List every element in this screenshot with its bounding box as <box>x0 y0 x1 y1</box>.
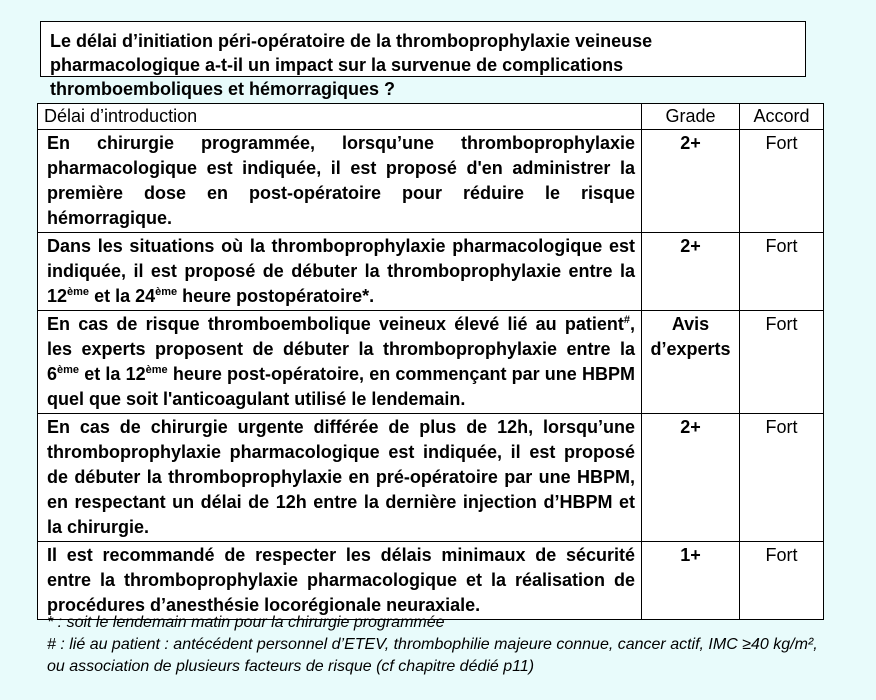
accord-cell: Fort <box>740 414 824 542</box>
recommendation-text: Il est recommandé de respecter les délais minimaux de sécurité entre la thromboprophylaxie pharmacologique et la réalisation de procédures d’anesthésie locorégionale neuraxiale. <box>38 542 642 620</box>
recommendation-text: En chirurgie programmée, lorsqu’une thromboprophylaxie pharmacologique est indiquée, il est proposé d'en administrer la première dose en post-opératoire pour réduire le risque hémorragique. <box>38 130 642 233</box>
table-row <box>38 130 824 233</box>
recommendations-table <box>37 103 824 620</box>
footnote-hash: # : lié au patient : antécédent personnel d’ETEV, thrombophilie majeure connue, cancer actif, IMC ≥40 kg/m², ou association de plusieurs facteurs de risque (cf chapitre dédié p11) <box>47 636 818 675</box>
accord-cell: Fort <box>740 233 824 311</box>
accord-cell: Fort <box>740 311 824 414</box>
grade-cell: 2+ <box>642 130 740 233</box>
header-delai: Délai d’introduction <box>38 104 642 130</box>
recommendation-text: En cas de chirurgie urgente différée de plus de 12h, lorsqu’une thromboprophylaxie pharmacologique est indiquée, il est proposé de débuter la thromboprophylaxie en pré-opératoire par une HBPM, en respectant un délai de 12h entre la dernière injection d’HBPM et la chirurgie. <box>38 414 642 542</box>
grade-cell: 2+ <box>642 414 740 542</box>
recommendation-text: En cas de risque thromboembolique veineux élevé lié au patient#, les experts proposent de débuter la thromboprophylaxie entre la 6ème et la 12ème heure post-opératoire, en commençant par une HBPM quel que soit l'anticoagulant utilisé le lendemain. <box>38 311 642 414</box>
footnotes <box>47 612 837 678</box>
grade-cell: 1+ <box>642 542 740 620</box>
grade-cell: Avis d’experts <box>642 311 740 414</box>
footnote-asterisk: * : soit le lendemain matin pour la chirurgie programmée <box>47 614 445 631</box>
accord-cell: Fort <box>740 130 824 233</box>
grade-cell: 2+ <box>642 233 740 311</box>
table-row <box>38 542 824 620</box>
question-box <box>40 21 806 99</box>
question-text: Le délai d’initiation péri-opératoire de la thromboprophylaxie veineuse pharmacologique a-t-il un impact sur la survenue de complications thromboemboliques et hémorragiques ? <box>50 31 653 99</box>
accord-cell: Fort <box>740 542 824 620</box>
table-row <box>38 414 824 542</box>
table-header-row <box>38 104 824 130</box>
table-row <box>38 233 824 311</box>
header-accord: Accord <box>740 104 824 130</box>
header-grade: Grade <box>642 104 740 130</box>
table-row <box>38 311 824 414</box>
recommendation-text: Dans les situations où la thromboprophylaxie pharmacologique est indiquée, il est proposé de débuter la thromboprophylaxie entre la 12ème et la 24ème heure postopératoire*. <box>38 233 642 311</box>
